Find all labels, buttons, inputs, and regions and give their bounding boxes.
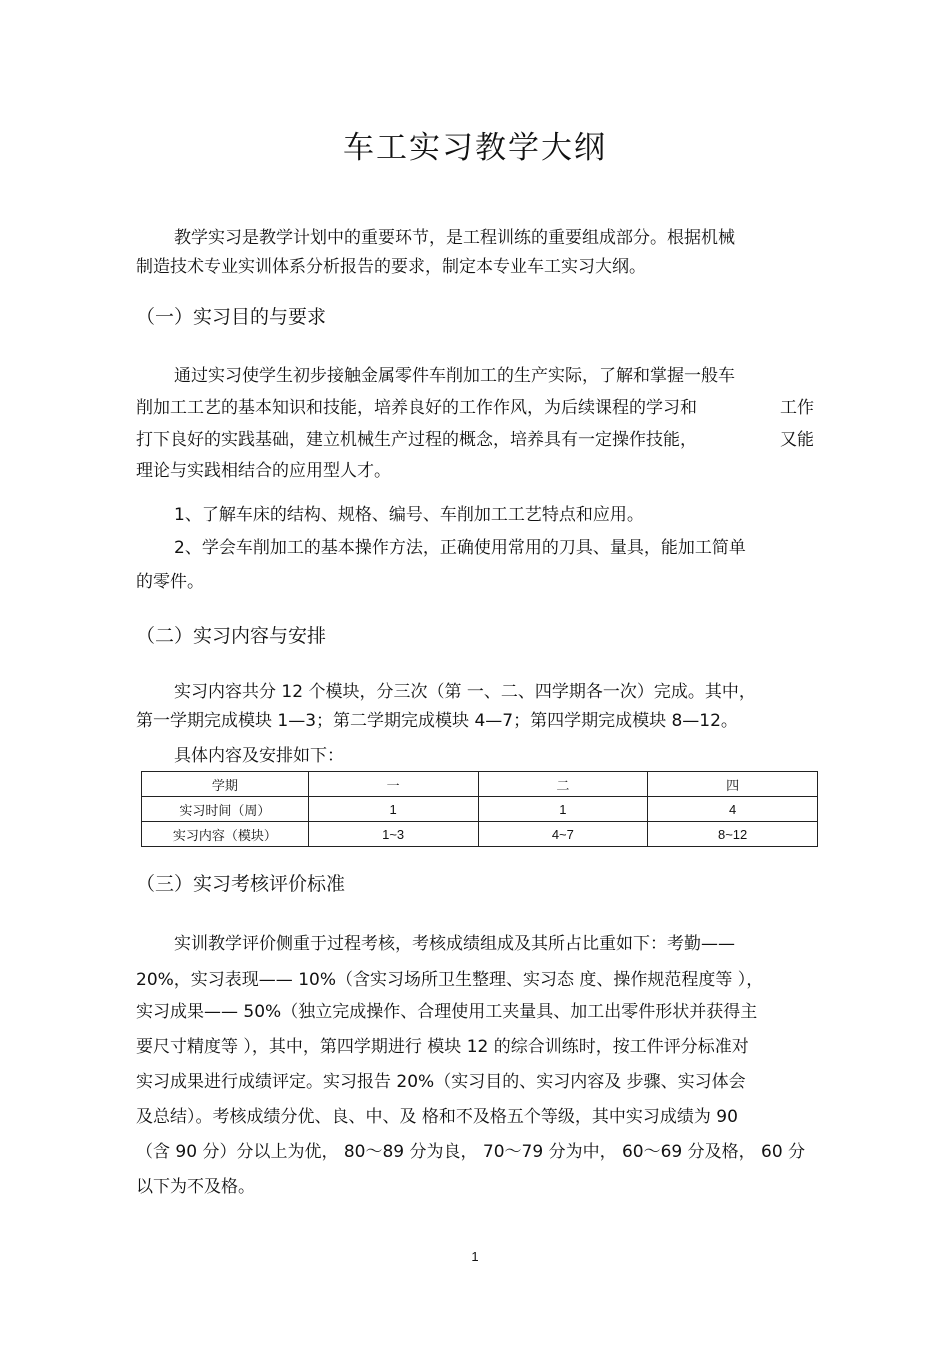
table-cell: 实习时间（周）: [142, 797, 309, 822]
table-header-cell: 四: [648, 772, 818, 797]
table-header-cell: 一: [308, 772, 478, 797]
table-cell: 4: [648, 797, 818, 822]
section3-line-5: 实习成果进行成绩评定。实习报告 20%（实习目的、实习内容及 步骤、实习体会: [136, 1072, 746, 1092]
table-cell: 实习内容（模块）: [142, 822, 309, 847]
page-title: 车工实习教学大纲: [343, 130, 607, 166]
page-number: 1: [471, 1249, 479, 1264]
section-heading-1: （一）实习目的与要求: [136, 306, 327, 328]
intro-line-2: 制造技术专业实训体系分析报告的要求，制定本专业车工实习大纲。: [136, 257, 646, 277]
section1-right-word-1: 工作: [780, 398, 814, 418]
section3-line-4: 要尺寸精度等 ），其中，第四学期进行 模块 12 的综合训练时，按工件评分标准对: [136, 1037, 749, 1057]
schedule-table: [141, 771, 818, 847]
table-cell: 1~3: [308, 822, 478, 847]
section2-line-2: 第一学期完成模块 1—3；第二学期完成模块 4—7；第四学期完成模块 8—12。: [136, 711, 738, 731]
section2-line-3: 具体内容及安排如下：: [174, 746, 344, 766]
section1-item-2: 2、学会车削加工的基本操作方法，正确使用常用的刀具、量具，能加工简单: [174, 538, 746, 558]
section3-line-7: （含 90 分）分以上为优， 80～89 分为良， 70～79 分为中， 60～69 分及格， 60 分: [136, 1142, 806, 1162]
table-cell: 1: [478, 797, 648, 822]
section1-line-1: 通过实习使学生初步接触金属零件车削加工的生产实际，了解和掌握一般车: [174, 366, 735, 386]
section1-line-2: 削加工工艺的基本知识和技能，培养良好的工作作风，为后续课程的学习和: [136, 398, 697, 418]
table-cell: 1: [308, 797, 478, 822]
intro-line-1: 教学实习是教学计划中的重要环节，是工程训练的重要组成部分。根据机械: [174, 228, 735, 248]
section-heading-2: （二）实习内容与安排: [136, 625, 327, 647]
section1-right-word-2: 又能: [780, 430, 814, 450]
section3-line-6: 及总结）。考核成绩分优、良、中、及 格和不及格五个等级，其中实习成绩为 90: [136, 1107, 738, 1127]
section2-line-1: 实习内容共分 12 个模块，分三次（第 一、二、四学期各一次）完成。其中，: [174, 682, 756, 702]
section1-line-3: 打下良好的实践基础，建立机械生产过程的概念，培养具有一定操作技能，: [136, 430, 697, 450]
section3-line-1: 实训教学评价侧重于过程考核，考核成绩组成及其所占比重如下：考勤——: [174, 934, 735, 954]
section1-item-2-cont: 的零件。: [136, 572, 204, 592]
section-heading-3: （三）实习考核评价标准: [136, 873, 346, 895]
table-cell: 8~12: [648, 822, 818, 847]
section3-line-2: 20%，实习表现—— 10%（含实习场所卫生整理、实习态 度、操作规范程度等 ），: [136, 970, 764, 990]
table-header-row: [142, 772, 818, 797]
section1-item-1: 1、了解车床的结构、规格、编号、车削加工工艺特点和应用。: [174, 505, 644, 525]
table-row: [142, 822, 818, 847]
section1-line-4: 理论与实践相结合的应用型人才。: [136, 461, 391, 481]
table-cell: 4~7: [478, 822, 648, 847]
table-header-cell: 二: [478, 772, 648, 797]
table-row: [142, 797, 818, 822]
table-header-cell: 学期: [142, 772, 309, 797]
section3-line-3: 实习成果—— 50%（独立完成操作、合理使用工夹量具、加工出零件形状并获得主: [136, 1002, 758, 1022]
section3-line-8: 以下为不及格。: [136, 1177, 255, 1197]
